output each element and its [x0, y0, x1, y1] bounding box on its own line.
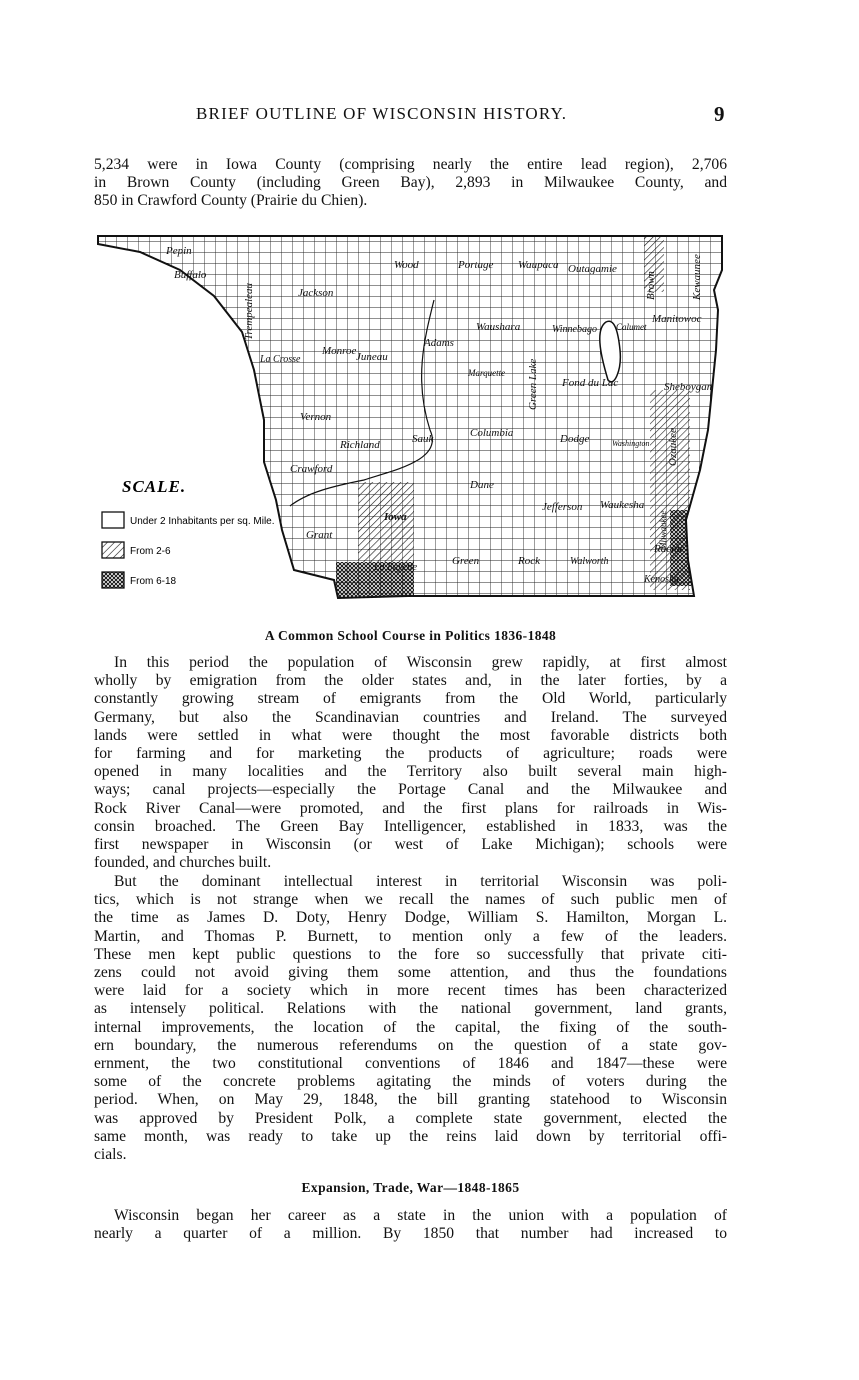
intro-paragraph: [94, 156, 727, 211]
county-label: Milwaukee: [658, 510, 668, 550]
county-label: Calumet: [616, 322, 647, 332]
text-line: wholly by emigration from the older states and, in the later forties, by a: [94, 672, 727, 690]
county-label: Walworth: [570, 556, 609, 567]
county-label: Columbia: [470, 427, 514, 439]
text-line: Germany, but also the Scandinavian countries and Ireland. The surveyed: [94, 708, 727, 726]
text-line: Rock River Canal—were promoted, and the first plans for railroads in Wis-: [94, 799, 727, 817]
page-number: 9: [714, 102, 725, 126]
county-label: Winnebago: [552, 324, 597, 335]
text-line: Wisconsin began her career as a state in the union with a population of: [114, 1207, 727, 1224]
text-line: constantly growing stream of emigrants from the Old World, particularly: [94, 690, 727, 708]
text-line: nearly a quarter of a million. By 1850 that number had increased to: [94, 1225, 727, 1243]
county-label: Sheboygan: [664, 381, 713, 393]
county-label: Juneau: [356, 351, 388, 363]
county-label: Jefferson: [542, 501, 583, 513]
text-line: founded, and churches built.: [94, 854, 272, 872]
paragraph: [94, 873, 727, 1164]
county-label: Pepin: [166, 245, 192, 257]
county-label: Rock: [518, 555, 540, 567]
text-line: was approved by President Polk, a complete state government, elected the: [94, 1109, 727, 1127]
text-line: for farming and for marketing the products of agriculture; roads were: [94, 745, 727, 763]
county-label: Vernon: [300, 411, 332, 423]
county-label: Richland: [340, 439, 380, 451]
county-label: Brown: [645, 271, 657, 300]
county-label: Monroe: [322, 345, 357, 357]
text-line: cials.: [94, 1146, 127, 1164]
legend-label: From 6-18: [130, 576, 177, 587]
county-label: Trempealeau: [243, 282, 255, 340]
text-line: ways; canal projects—especially the Portage Canal and the Milwaukee and: [94, 781, 727, 799]
text-line: were laid for a society which in more recent times has been characterized: [94, 982, 727, 1000]
text-line: 5,234 were in Iowa County (comprising nearly the entire lead region), 2,706: [94, 156, 727, 173]
county-label: Grant: [306, 529, 333, 541]
map-legend: [102, 477, 275, 588]
legend-label: Under 2 Inhabitants per sq. Mile.: [130, 516, 275, 527]
county-label: Crawford: [290, 463, 333, 475]
county-label: Ozaukee: [667, 428, 679, 466]
text-line: lands were settled in what were thought the most favorable districts both: [94, 726, 727, 744]
text-line: zens could not avoid giving them some attention, and thus the foundations: [94, 964, 727, 982]
text-line: 850 in Crawford County (Prairie du Chien).: [94, 192, 368, 210]
county-label: Green Lake: [527, 358, 539, 410]
text-line: as intensely political. Relations with the national government, land grants,: [94, 1000, 727, 1018]
text-line: in Brown County (including Green Bay), 2,893 in Milwaukee County, and: [94, 174, 727, 192]
county-label: Iowa: [384, 511, 407, 523]
running-title: BRIEF OUTLINE OF WISCONSIN HISTORY.: [196, 104, 568, 123]
county-label: La Fayette: [374, 562, 418, 573]
county-label: Kewaunee: [691, 254, 703, 300]
county-label: Sauk: [412, 433, 434, 445]
text-line: some of the concrete problems agitating the minds of voters during the: [94, 1073, 727, 1091]
county-label: Waushara: [476, 321, 521, 333]
text-line: period. When, on May 29, 1848, the bill granting statehood to Wisconsin: [94, 1091, 727, 1109]
section-heading: Expansion, Trade, War—1848-1865: [301, 1180, 520, 1195]
county-label: Adams: [424, 337, 454, 349]
text-line: consin broached. The Green Bay Intelligencer, established in 1833, was the: [94, 817, 727, 835]
text-line: the time as James D. Doty, Henry Dodge, William S. Hamilton, Morgan L.: [94, 909, 727, 927]
legend-swatch-blank: [102, 512, 124, 528]
county-label: Waukesha: [600, 499, 645, 511]
text-line: internal improvements, the location of the capital, the fixing of the south-: [94, 1018, 727, 1036]
legend-label: From 2-6: [130, 546, 171, 557]
text-line: ernment, the two constitutional conventions of 1846 and 1847—these were: [94, 1055, 727, 1073]
legend-swatch-hatched: [102, 542, 124, 558]
county-label: Racine: [654, 543, 685, 555]
text-line: first newspaper in Wisconsin (or west of Lake Michigan); schools were: [94, 836, 727, 854]
county-label: Washington: [612, 439, 650, 448]
county-label: La Crosse: [260, 354, 301, 365]
county-label: Manitowoc: [652, 313, 702, 325]
section-heading: A Common School Course in Politics 1836-1848: [264, 628, 557, 643]
wisconsin-population-map: [94, 230, 728, 610]
text-line: opened in many localities and the Territory also built several main high-: [94, 763, 727, 781]
county-label: Wood: [394, 259, 419, 271]
text-line: ern boundary, the numerous referendums on the question of a state gov-: [94, 1036, 727, 1054]
text-line: These men kept public questions to the fore so successfully that private citi-: [94, 945, 727, 963]
county-label: Waupaca: [518, 259, 559, 271]
county-label: Green: [452, 555, 480, 567]
paragraph: [94, 654, 727, 872]
county-label: Kenosha: [644, 574, 679, 585]
county-label: Dane: [470, 479, 494, 491]
legend-swatch-crosshatched: [102, 572, 124, 588]
paragraph: [94, 1207, 727, 1243]
text-line: Martin, and Thomas P. Burnett, to mention only a few of the leaders.: [94, 927, 727, 945]
text-line: But the dominant intellectual interest in territorial Wisconsin was poli-: [114, 873, 727, 890]
county-label: Outagamie: [568, 263, 617, 275]
text-line: same month, was ready to take up the reins laid down by territorial offi-: [94, 1127, 727, 1145]
county-label: Buffalo: [174, 269, 207, 281]
legend-title: SCALE.: [122, 477, 187, 496]
county-label: Jackson: [298, 287, 334, 299]
county-label: Fond du Lac: [562, 377, 619, 389]
county-label: Marquette: [468, 368, 506, 378]
map-grid: [94, 230, 728, 610]
county-label: Dodge: [560, 433, 590, 445]
text-line: In this period the population of Wisconsin grew rapidly, at first almost: [114, 654, 727, 671]
text-line: tics, which is not strange when we recall the names of such public men of: [94, 891, 727, 909]
county-label: Portage: [458, 259, 494, 271]
